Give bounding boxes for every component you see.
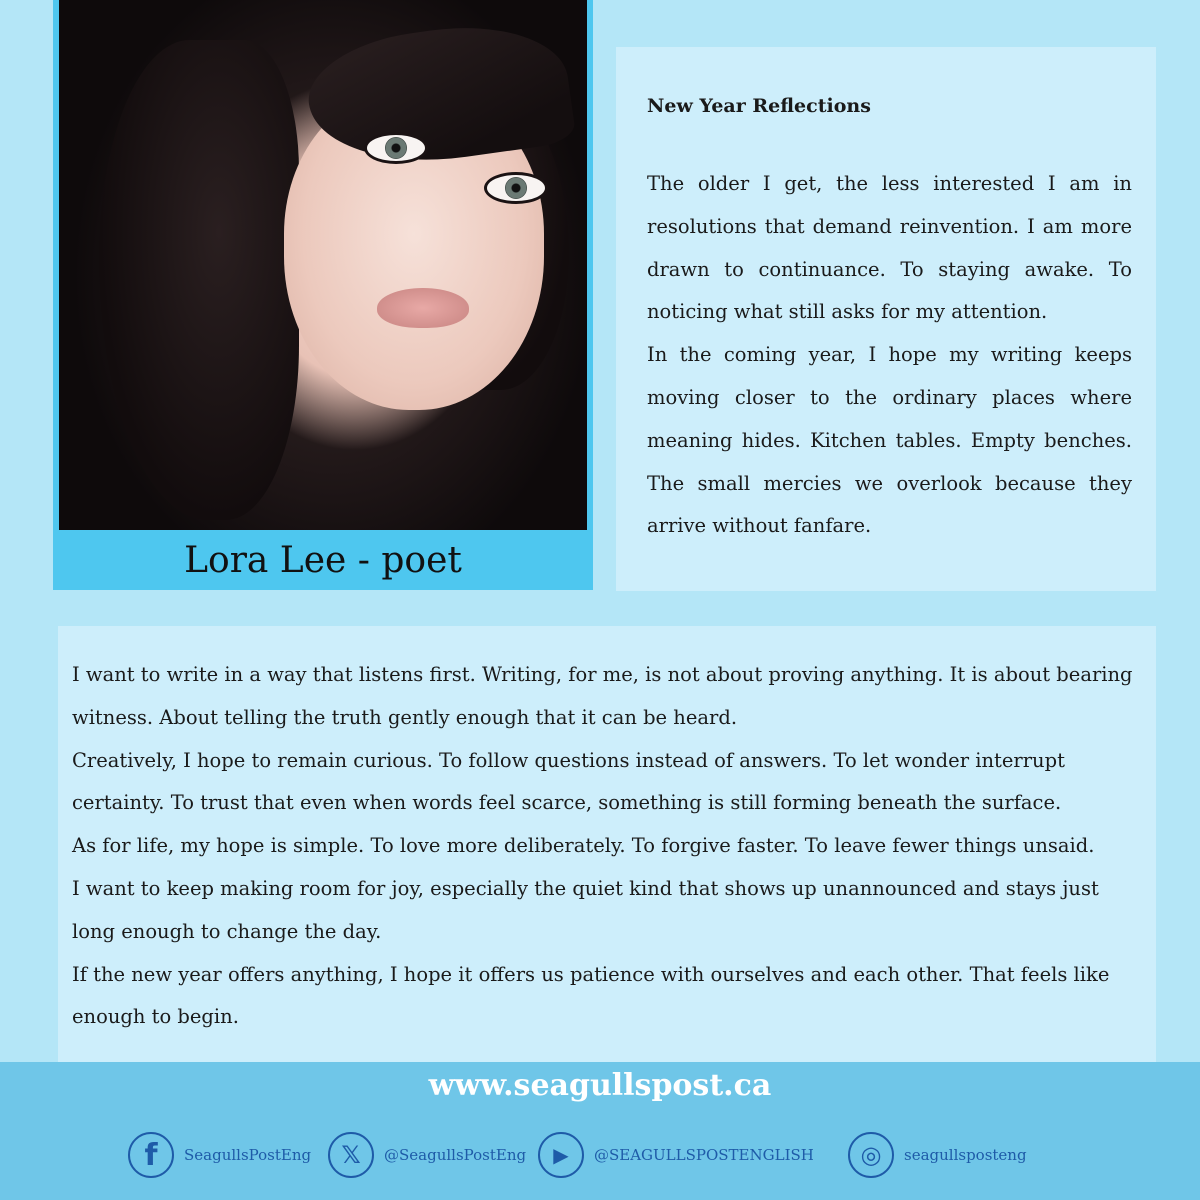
article-paragraph: I want to keep making room for joy, especially the quiet kind that shows up unannounced and stays just long enough to change the day. — [72, 876, 1099, 943]
facebook-link[interactable] — [128, 1130, 311, 1180]
youtube-icon: ▶ — [538, 1132, 584, 1178]
x-link[interactable] — [328, 1130, 526, 1180]
profile-photo-frame — [53, 0, 593, 590]
photo-eye-left — [364, 132, 428, 164]
facebook-handle: SeagullsPostEng — [184, 1146, 312, 1164]
youtube-link[interactable] — [538, 1130, 814, 1180]
profile-photo — [59, 0, 587, 530]
x-handle: @SeagullsPostEng — [384, 1146, 527, 1164]
article-paragraph: Creatively, I hope to remain curious. To follow questions instead of answers. To let wonder interrupt certainty. To trust that even when words feel scarce, something is still forming beneath the surface. — [72, 748, 1065, 815]
facebook-icon: f — [128, 1132, 174, 1178]
article-paragraph: As for life, my hope is simple. To love more deliberately. To forgive faster. To leave fewer things unsaid. — [72, 834, 1095, 858]
photo-lips — [377, 288, 469, 328]
photo-eye-right — [484, 172, 548, 204]
x-icon: 𝕏 — [328, 1132, 374, 1178]
article-title: New Year Reflections — [647, 95, 871, 117]
article-card-right — [616, 47, 1156, 591]
instagram-link[interactable] — [848, 1130, 1027, 1180]
website-link[interactable]: www.seagullspost.ca — [428, 1068, 772, 1103]
instagram-icon: ◎ — [848, 1132, 894, 1178]
youtube-handle: @SEAGULLSPOSTENGLISH — [594, 1146, 814, 1164]
article-card-bottom — [58, 626, 1156, 1064]
photo-hair-left — [99, 40, 299, 520]
instagram-handle: seagullsposteng — [904, 1146, 1027, 1164]
footer — [0, 1062, 1200, 1200]
article-paragraph: If the new year offers anything, I hope it offers us patience with ourselves and each other. That feels like enough to begin. — [72, 962, 1110, 1029]
article-paragraph: The older I get, the less interested I am in resolutions that demand reinvention. I am more drawn to continuance. To staying awake. To noticing what still asks for my attention. — [647, 172, 1132, 324]
article-paragraph: I want to write in a way that listens first. Writing, for me, is not about proving anything. It is about bearing witness. About telling the truth gently enough that it can be heard. — [72, 663, 1133, 729]
profile-caption: Lora Lee - poet — [184, 539, 462, 581]
social-links — [128, 1130, 1088, 1180]
article-paragraph: In the coming year, I hope my writing keeps moving closer to the ordinary places where meaning hides. Kitchen tables. Empty benches. The small mercies we overlook because they arrive without fanfare. — [647, 343, 1132, 538]
